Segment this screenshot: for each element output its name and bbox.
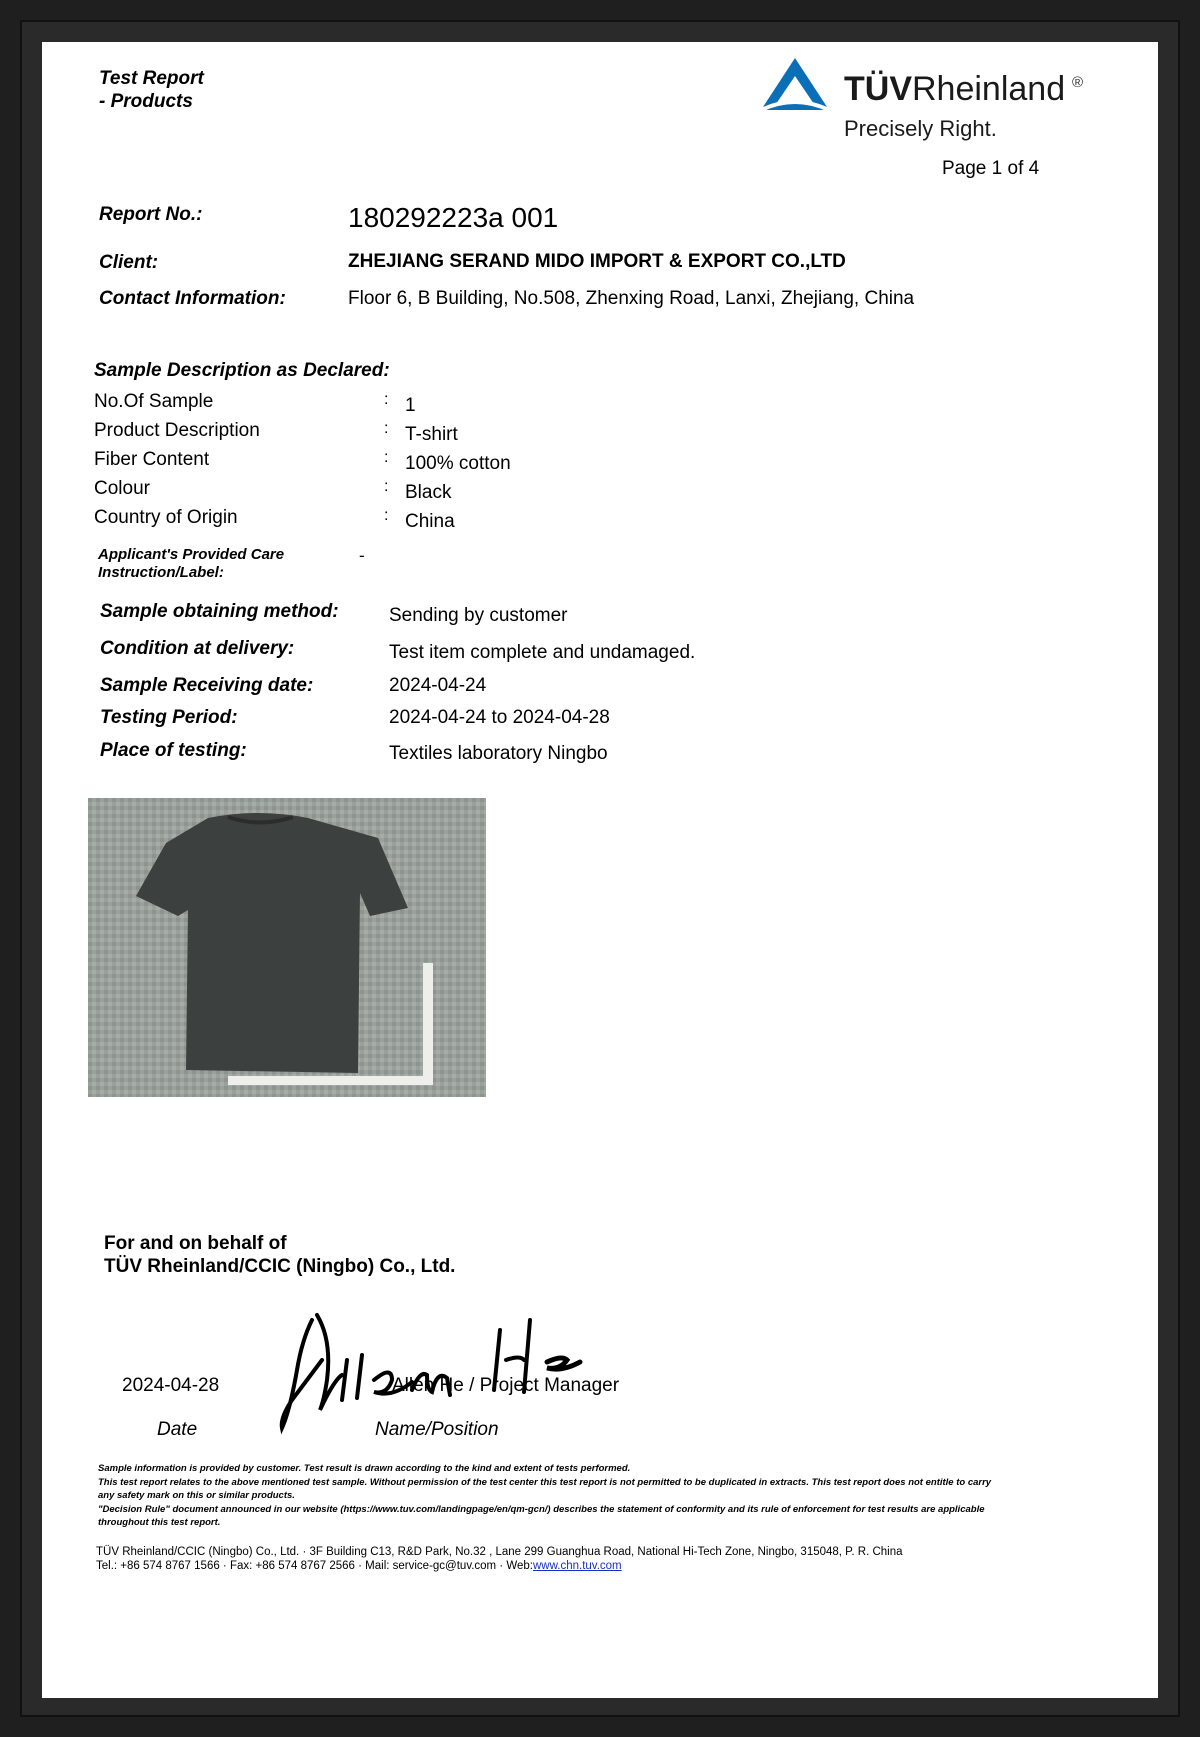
page-number: Page 1 of 4	[942, 158, 1040, 179]
behalf-line2: TÜV Rheinland/CCIC (Ningbo) Co., Ltd.	[104, 1256, 456, 1277]
care-label-value: -	[359, 546, 365, 565]
sample-row-value: 1	[405, 395, 416, 416]
detail-label: Testing Period:	[100, 707, 238, 728]
detail-label: Sample Receiving date:	[100, 675, 314, 696]
sample-row-value: China	[405, 511, 455, 532]
disclaimer-line: This test report relates to the above mentioned test sample. Without permission of the test center this test report is not permitted to be duplicated in extracts. This test report does not entitle to carry any safety mark on this or similar products.	[98, 1476, 992, 1501]
signatory-name-position: Allen He / Project Manager	[392, 1375, 620, 1396]
detail-label: Place of testing:	[100, 740, 247, 761]
brand-bold: TÜV	[844, 70, 912, 108]
behalf-line1: For and on behalf of	[104, 1233, 287, 1254]
handwritten-signature	[262, 1300, 602, 1435]
website-link[interactable]: www.chn.tuv.com	[533, 1560, 622, 1572]
colon-separator: :	[384, 478, 389, 495]
disclaimer-line: "Decision Rule" document announced in our website (https://www.tuv.com/landingpage/en/qm-gcn/) describes the statement of conformity and its rule of enforcement for test results are applicable throughout this test report.	[98, 1503, 985, 1528]
name-position-caption: Name/Position	[375, 1419, 499, 1440]
detail-label: Sample obtaining method:	[100, 601, 339, 622]
contact-value: Floor 6, B Building, No.508, Zhenxing Road, Lanxi, Zhejiang, China	[348, 288, 915, 309]
registered-mark: ®	[1072, 74, 1084, 91]
colon-separator: :	[384, 449, 389, 466]
behalf-block	[104, 1232, 455, 1278]
sample-row-value: T-shirt	[405, 424, 458, 445]
client-value: ZHEJIANG SERAND MIDO IMPORT & EXPORT CO.,LTD	[348, 251, 846, 272]
care-label-line1: Applicant's Provided Care	[98, 546, 285, 563]
company-contact	[96, 1559, 1096, 1573]
colon-separator: :	[384, 420, 389, 437]
report-no-label: Report No.:	[99, 204, 203, 225]
disclaimer-line: Sample information is provided by customer. Test result is drawn according to the kind and extent of tests performed.	[98, 1463, 631, 1474]
client-label: Client:	[99, 252, 159, 273]
colon-separator: :	[384, 507, 389, 524]
sample-row-label: Colour	[94, 478, 150, 499]
date-caption: Date	[157, 1419, 198, 1440]
sample-row-label: Fiber Content	[94, 449, 210, 470]
report-no-value: 180292223a 001	[348, 202, 559, 233]
care-label-caption	[98, 546, 284, 582]
report-page	[42, 42, 1158, 1698]
sample-row-value: Black	[405, 482, 452, 503]
sample-photo	[88, 798, 486, 1097]
detail-label: Condition at delivery:	[100, 638, 295, 659]
report-type-title	[99, 67, 204, 113]
care-label-line2: Instruction/Label:	[98, 564, 224, 581]
signature-date: 2024-04-28	[122, 1375, 220, 1396]
contact-details: Tel.: +86 574 8767 1566 · Fax: +86 574 8767 2566 · Mail: service-gc@tuv.com · Web:	[96, 1560, 533, 1572]
report-type-line1: Test Report	[99, 68, 204, 89]
brand-tagline: Precisely Right.	[844, 116, 997, 141]
detail-value: Textiles laboratory Ningbo	[389, 743, 608, 764]
detail-value: Sending by customer	[389, 605, 568, 626]
sample-row-label: No.Of Sample	[94, 391, 214, 412]
sample-row-value: 100% cotton	[405, 453, 511, 474]
company-footer	[96, 1545, 1096, 1573]
detail-value: 2024-04-24	[389, 675, 487, 696]
colon-separator: :	[384, 391, 389, 408]
tuv-triangle-logo-icon	[759, 56, 831, 114]
detail-value: 2024-04-24 to 2024-04-28	[389, 707, 610, 728]
disclaimer-notes	[98, 1462, 998, 1530]
detail-value: Test item complete and undamaged.	[389, 642, 696, 663]
company-address: TÜV Rheinland/CCIC (Ningbo) Co., Ltd. · 3F Building C13, R&D Park, No.32 , Lane 299 Guanghua Road, National Hi-Tech Zone, Ningbo, 315048, P. R. China	[96, 1546, 903, 1558]
report-type-line2: - Products	[99, 91, 193, 112]
sample-row-label: Product Description	[94, 420, 260, 441]
sample-row-label: Country of Origin	[94, 507, 238, 528]
contact-label: Contact Information:	[99, 288, 286, 309]
tuv-brand-name	[844, 70, 1065, 109]
brand-rest: Rheinland	[912, 70, 1066, 108]
sample-heading: Sample Description as Declared:	[94, 360, 390, 381]
